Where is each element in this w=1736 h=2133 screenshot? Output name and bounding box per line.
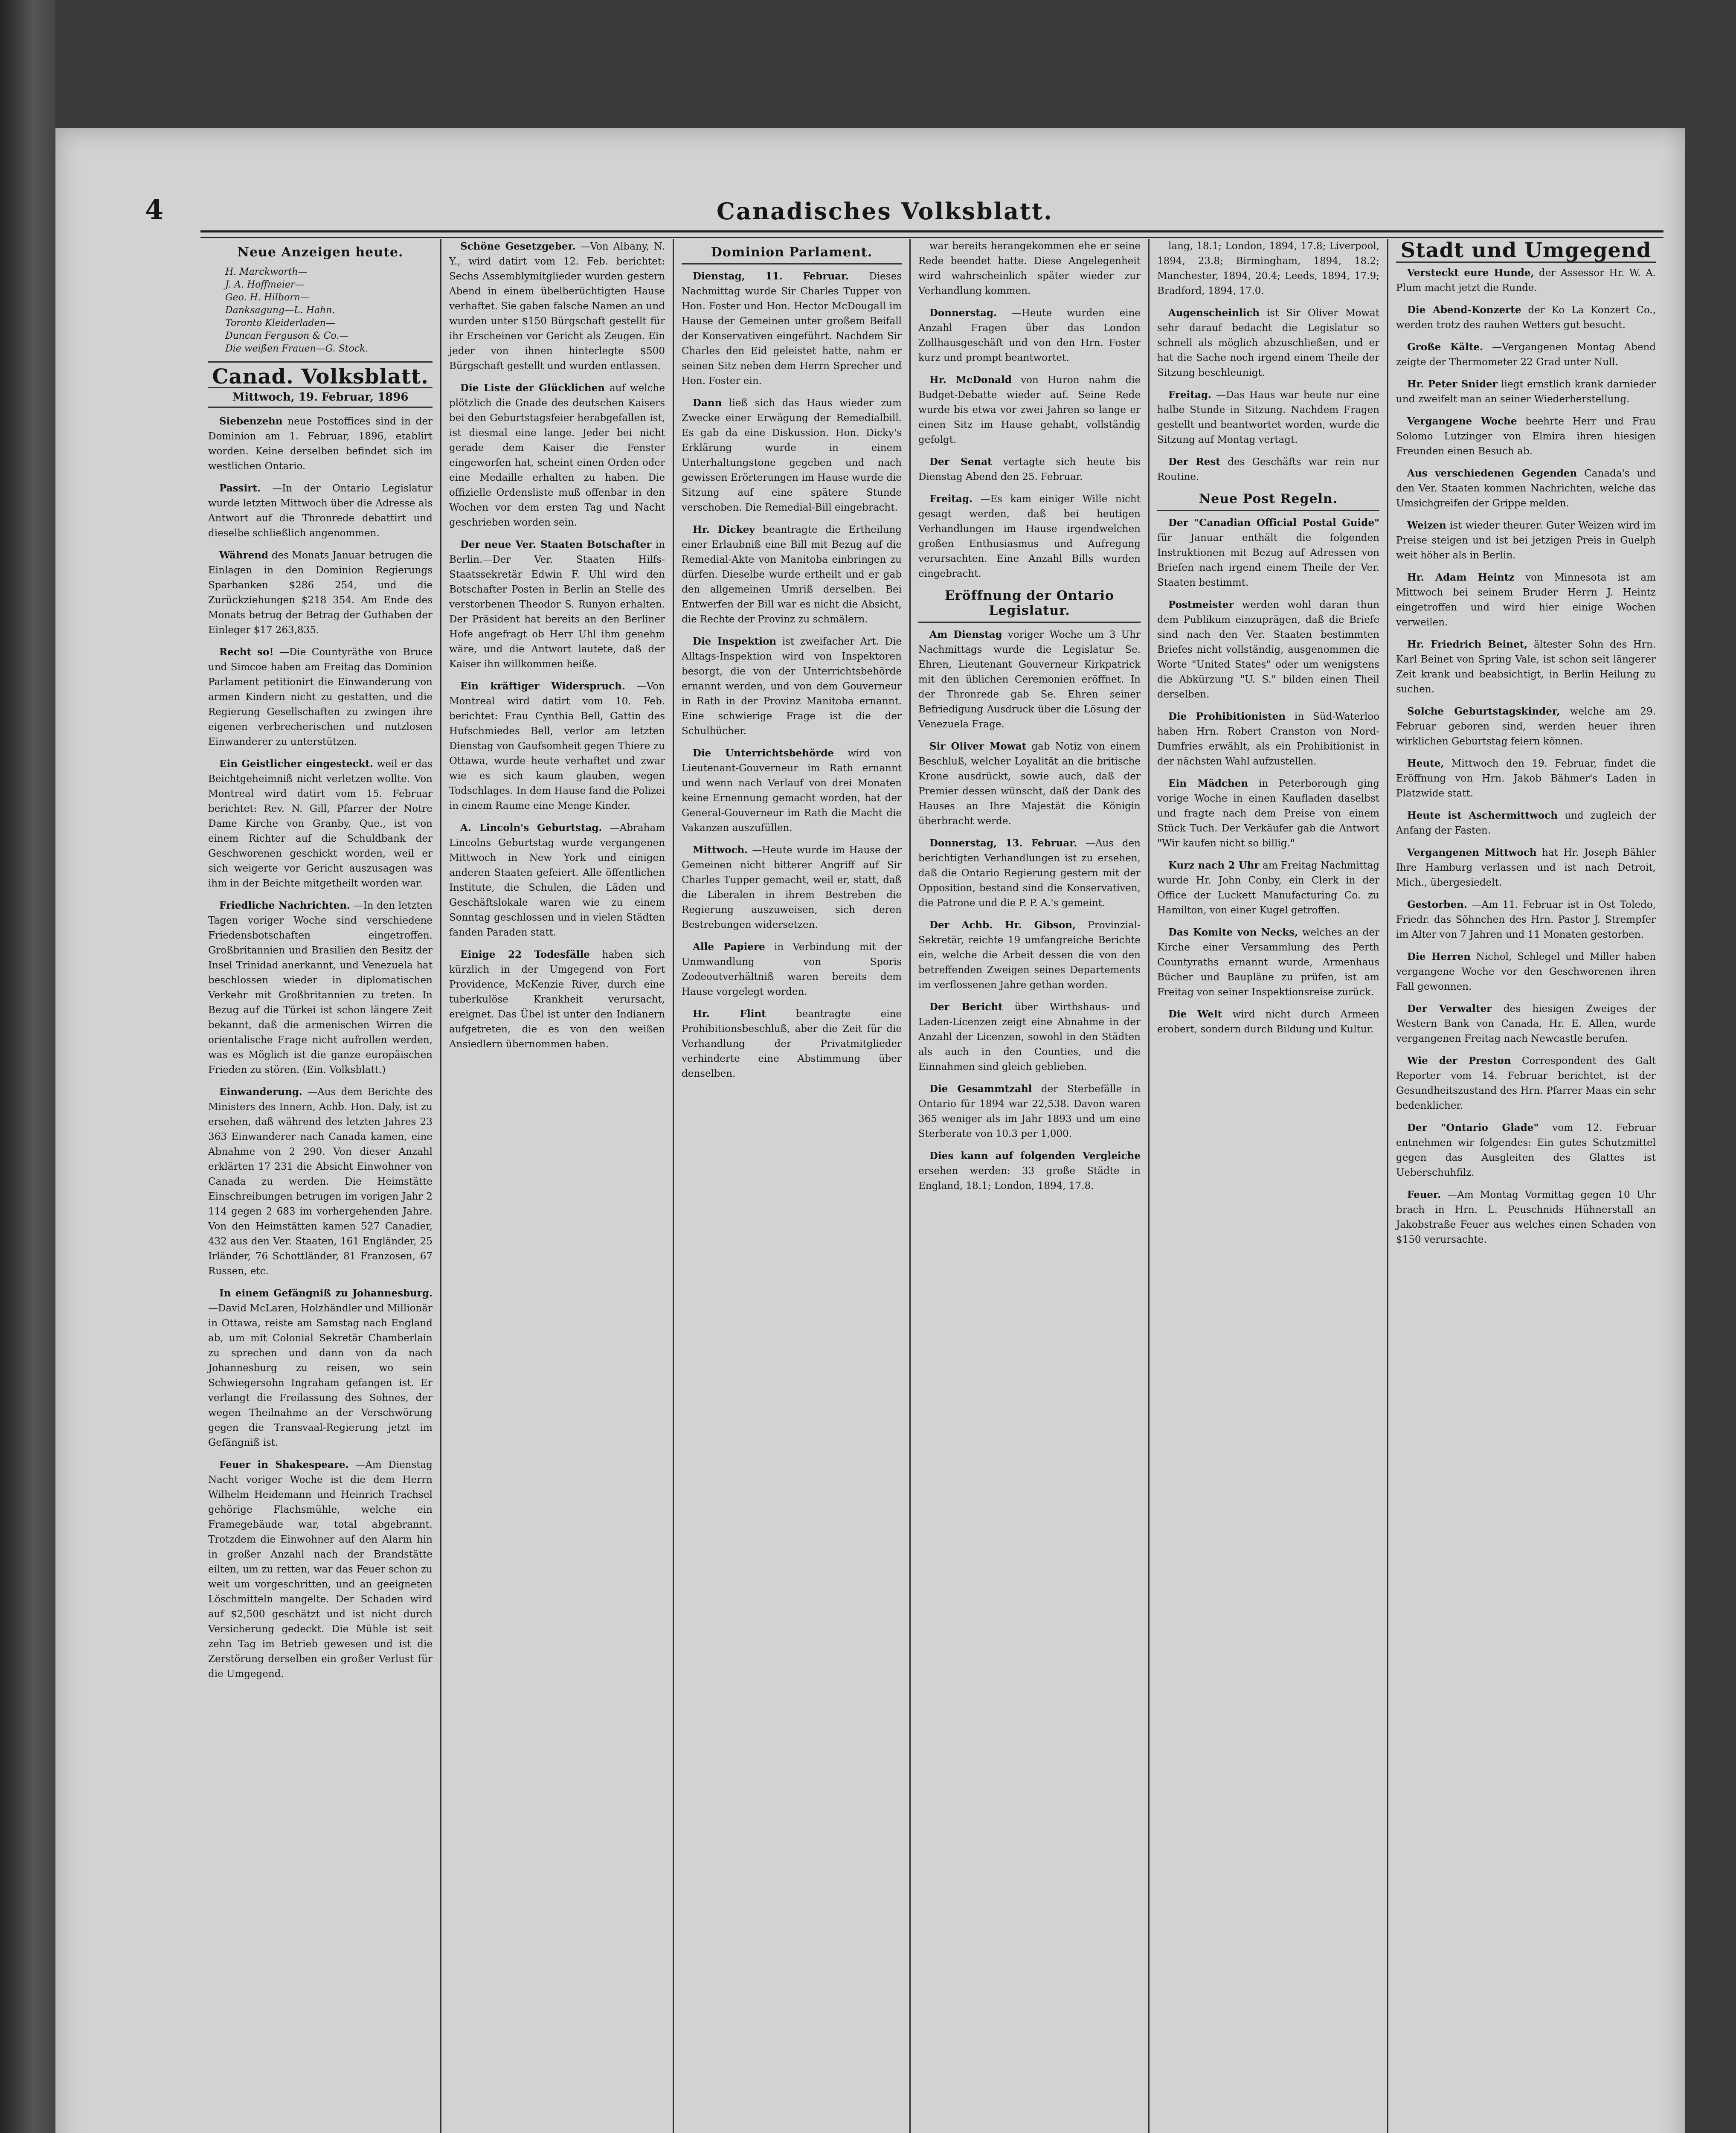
article-text: des hiesigen Zweiges der Western Bank von Canada, Hr. E. Allen, wurde vergangenen Freitag nach Newcastle berufen. bbox=[1396, 1003, 1656, 1044]
article-paragraph bbox=[1396, 265, 1656, 296]
article-text: —Am Dienstag Nacht voriger Woche ist die dem Herrn Wilhelm Heidemann und Heinrich Trachsel gehörige Flachsmühle, welche ein Framegebäude war, total abgebrannt. Trotzdem die Einwohner auf den Alarm hin in großer Anzahl nach der Brandstätte eilten, um zu retten, war das Feuer schon zu weit um vorgeschritten, und an geeigneten Löschmitteln mangelte. Der Schaden wird auf $2,500 geschätzt und ist nicht durch Versicherung gedeckt. Die Mühle ist seit zehn Tag im Betrieb gewesen und ist die Zerstörung derselben ein großer Verlust für die Umgegend. bbox=[208, 1459, 433, 1680]
columns bbox=[200, 239, 1663, 2133]
article-paragraph bbox=[1157, 597, 1379, 702]
article-lead: Einige 22 Todesfälle bbox=[460, 949, 590, 960]
article-paragraph bbox=[208, 481, 433, 541]
article-text: —Abraham Lincolns Geburtstag wurde vergangenen Mittwoch in New York und einigen anderen Staaten gefeiert. Alle öffentlichen Institute, die Schulen, die Läden und Geschäftslokale waren wie zu einem Sonntag geschlossen und in vielen Städten fanden Paraden statt. bbox=[449, 822, 665, 938]
article-text: in Berlin.—Der Ver. Staaten Hilfs-Staatssekretär Edwin F. Uhl wird den Botschafter Posten in Berlin an Stelle des verstorbenen Theodor S. Runyon erhalten. Der Präsident hat bereits an den Berliner Hofe angefragt ob Herr Uhl ihm genehm wäre, und die Antwort lautete, daß der Kaiser ihn willkommen heiße. bbox=[449, 539, 665, 670]
article-lead: Heute ist Aschermittwoch bbox=[1407, 810, 1558, 821]
article-text: Provinzial-Sekretär, reichte 19 umfangreiche Berichte ein, welche die Arbeit dessen die von den betreffenden Zweigen seines Departements im verflossenen Jahre gethan worden. bbox=[918, 920, 1141, 991]
article-paragraph bbox=[208, 414, 433, 474]
article-text: wird von Lieutenant-Gouverneur im Rath ernannt und wenn nach Verlauf von drei Monaten keine Ernennung gemacht worden, hat der General-Gouverneur im Rath die Macht die Vakanzen auszufüllen. bbox=[682, 748, 902, 834]
article-text: vertagte sich heute bis Dienstag Abend den 25. Februar. bbox=[918, 456, 1141, 482]
article-text: des Geschäfts war rein nur Routine. bbox=[1157, 456, 1379, 482]
article-text: von Huron nahm die Budget-Debatte wieder auf. Seine Rede wurde bis etwa vor zwei Jahren so lange er einen Sitz im Hause gehabt, vollständig gefolgt. bbox=[918, 375, 1141, 445]
article-lead: Siebenzehn bbox=[219, 416, 283, 427]
article-paragraph bbox=[918, 1081, 1141, 1142]
article-lead: Die Welt bbox=[1168, 1008, 1222, 1020]
article-paragraph bbox=[1396, 897, 1656, 942]
article-text: Nichol, Schlegel und Miller haben vergangene Woche vor den Geschworenen ihren Fall gewonnen. bbox=[1396, 951, 1656, 992]
article-text: werden wohl daran thun dem Publikum einzuprägen, daß die Briefe sind nach den Ver. Staaten bestimmten Briefes nicht vollständig, ausgenommen die Worte "United States" oder um wenigstens die Abkürzung "U. S." bilden einen Theil derselben. bbox=[1157, 599, 1380, 700]
article-paragraph bbox=[449, 679, 665, 814]
column-3 bbox=[674, 239, 911, 2133]
article-text: —Das Haus war heute nur eine halbe Stunde in Sitzung. Nachdem Fragen gestellt und beantwortet worden, wurde die Sitzung auf Montag vertagt. bbox=[1157, 389, 1379, 445]
article-lead: Die Liste der Glücklichen bbox=[460, 382, 605, 394]
article-lead: Der "Ontario Glade" bbox=[1407, 1122, 1539, 1133]
article-lead: Hr. Flint bbox=[693, 1008, 766, 1020]
article-paragraph bbox=[208, 756, 433, 891]
article-lead: Donnerstag, 13. Februar. bbox=[929, 837, 1077, 849]
article-text: in Verbindung mit der Unmwandlung von Sporis Zodeoutverhältniß waren bereits dem Hause vorgelegt worden. bbox=[682, 942, 902, 997]
article-text: weil er das Beichtgeheimniß nicht verletzen wollte. Von Montreal wird datirt vom 15. Februar berichtet: Rev. N. Gill, Pfarrer der Notre Dame Kirche von Granby, Que., ist von einem Richter auf die Schuldbank der Geschworenen geschickt worden, weil er sich weigerte vor Gericht auszusagen was ihm in der Beichte mitgetheilt worden war. bbox=[208, 758, 433, 889]
column-2 bbox=[441, 239, 674, 2133]
ad-line: H. Marckworth— bbox=[225, 267, 308, 277]
article-paragraph bbox=[918, 836, 1141, 911]
article-text: —Es kam einiger Wille nicht gesagt werden, daß bei heutigen Verhandlungen im Hause irgendwelchen großen Enthusiasmus und Aufregung verursachten. Eine Anzahl Bills wurden eingebracht. bbox=[918, 494, 1141, 579]
article-paragraph bbox=[1157, 1007, 1379, 1037]
ad-line: Toronto Kleiderladen— bbox=[225, 318, 335, 328]
article-lead: Recht so! bbox=[219, 646, 274, 658]
column-4 bbox=[911, 239, 1150, 2133]
article-lead: Die Inspektion bbox=[693, 636, 777, 647]
article-text: ist Sir Oliver Mowat sehr darauf bedacht die Legislatur so schnell als möglich abzuschließen, und er hat die Sache noch irgend einem Theile der Sitzung beschleunigt. bbox=[1157, 308, 1379, 378]
column-3-heading: Dominion Parlament. bbox=[682, 245, 902, 264]
article-text: ersehen werden: 33 große Städte in England, 18.1; London, 1894, 17.8. bbox=[918, 1165, 1141, 1191]
article-paragraph bbox=[1396, 414, 1656, 459]
article-paragraph bbox=[918, 918, 1141, 993]
article-lead: Die Abend-Konzerte bbox=[1407, 304, 1521, 316]
article-lead: Ein Mädchen bbox=[1168, 778, 1248, 789]
page-number: 4 bbox=[145, 194, 164, 225]
column-4-articles bbox=[918, 239, 1141, 1194]
ad-line: Danksagung—L. Hahn. bbox=[225, 305, 335, 316]
article-paragraph bbox=[1157, 776, 1379, 851]
article-lead: Aus verschiedenen Gegenden bbox=[1407, 468, 1577, 479]
article-lead: Vergangenen Mittwoch bbox=[1407, 847, 1537, 858]
article-text: gab Notiz von einem Beschluß, welcher Loyalität an die britische Krone ausdrückt, sowie auch, daß der Premier dessen wünscht, daß der Dank des Hauses an Ihre Majestät die Königin überbracht werde. bbox=[918, 741, 1141, 827]
article-text: beehrte Herr und Frau Solomo Lutzinger von Elmira ihren hiesigen Freunden einen Besuch ab. bbox=[1396, 416, 1656, 457]
ad-line: J. A. Hoffmeier— bbox=[225, 279, 305, 290]
article-paragraph bbox=[208, 548, 433, 638]
article-paragraph bbox=[449, 239, 665, 374]
article-lead: Versteckt eure Hunde, bbox=[1407, 267, 1534, 279]
article-paragraph bbox=[1157, 858, 1379, 918]
article-paragraph bbox=[682, 522, 902, 627]
article-paragraph bbox=[918, 1000, 1141, 1075]
article-text: am Freitag Nachmittag wurde Hr. John Conby, ein Clerk in der Office der Luckett Manufacturing Co. zu Hamilton, von einer Kugel getroffen. bbox=[1157, 860, 1379, 916]
article-text: auf welche plötzlich die Gnade des deutschen Kaisers bei den Geburtstagsfeier herabgefallen ist, ist diesmal eine lange. Jeder bei nicht gerade dem Kaiser die Fenster eingeworfen hat, scheint einen Orden oder eine Medaille erhalten zu haben. Die offizielle Ordensliste muß offenbar in den Wochen vor dem ersten Tag und Nacht geschrieben worden sein. bbox=[449, 383, 665, 528]
article-lead: Hr. Friedrich Beinet, bbox=[1407, 639, 1528, 650]
article-text: liegt ernstlich krank darnieder und zweifelt man an seiner Wiederherstellung. bbox=[1396, 379, 1656, 405]
article-lead: In einem Gefängniß zu Johannesburg. bbox=[219, 1287, 433, 1299]
article-paragraph bbox=[1396, 302, 1656, 333]
article-paragraph bbox=[1396, 756, 1656, 801]
article-lead: Freitag. bbox=[1168, 389, 1212, 401]
ads-heading: Neue Anzeigen heute. bbox=[237, 245, 404, 260]
article-paragraph bbox=[918, 627, 1141, 732]
article-text: der Assessor Hr. W. A. Plum macht jetzt die Runde. bbox=[1396, 267, 1656, 294]
article-lead: Das Komite von Necks, bbox=[1168, 927, 1298, 938]
article-paragraph bbox=[682, 634, 902, 739]
masthead: Canadisches Volksblatt. bbox=[717, 198, 1053, 225]
article-lead: Heute, bbox=[1407, 758, 1444, 769]
article-paragraph bbox=[1157, 305, 1379, 381]
ads-list bbox=[208, 264, 433, 363]
article-lead: Alle Papiere bbox=[693, 941, 765, 953]
article-text: —In der Ontario Legislatur wurde letzten Mittwoch über die Adresse als Antwort auf die Thronrede debattirt und dieselbe schließlich angenommen. bbox=[208, 483, 433, 539]
article-paragraph bbox=[1157, 925, 1379, 1000]
article-text: Dieses Nachmittag wurde Sir Charles Tupper von Hon. Foster und Hon. Hector McDougall im Hause der Gemeinen unter großem Beifall der Konservativen eingeführt. Nachdem Sir Charles den Eid geleistet hatte, nahm er seinen Sitz neben dem Herrn Sprecher und Hon. Foster ein. bbox=[682, 271, 902, 386]
article-paragraph bbox=[1396, 845, 1656, 890]
article-lead: Die Unterrichtsbehörde bbox=[693, 747, 834, 759]
article-lead: Ein Geistlicher eingesteckt. bbox=[219, 758, 373, 770]
article-text: welches an der Kirche einer Versammlung des Perth Countyraths ernannt wurde, Armenhaus Bücher und Baupläne zu prüfen, ist am Freitag von seiner Inspektionsreise zurück. bbox=[1157, 927, 1380, 998]
article-paragraph bbox=[1396, 808, 1656, 838]
article-paragraph bbox=[1396, 377, 1656, 407]
article-text: —Am 11. Februar ist in Ost Toledo, Friedr. das Söhnchen des Hrn. Pastor J. Strempfer im Alter von 7 Jahren und 11 Monaten gestorben. bbox=[1396, 899, 1656, 940]
article-text: für Januar enthält die folgenden Instruktionen mit Bezug auf Adressen von Briefen nach irgend einem Theile der Ver. Staaten bestimmt. bbox=[1157, 532, 1379, 588]
article-paragraph bbox=[208, 645, 433, 750]
column-5 bbox=[1150, 239, 1388, 2133]
article-lead: Einwanderung. bbox=[219, 1086, 302, 1098]
article-text: von Minnesota ist am Mittwoch bei seinem Bruder Herrn J. Heintz eingetroffen und wird hier einige Wochen verweilen. bbox=[1396, 572, 1656, 628]
article-lead: Postmeister bbox=[1168, 599, 1234, 610]
article-text: ist zweifacher Art. Die Alltags-Inspektion wird von Inspektoren besorgt, die von der Unterrichtsbehörde ernannt werden, und von dem Gouverneur in Rath in der Provinz Manitoba ernannt. Eine schwierige Frage ist die der Schulbücher. bbox=[682, 636, 902, 737]
article-text: der Sterbefälle in Ontario für 1894 war 22,538. Davon waren 365 weniger als im Jahr 1893 und um eine Sterberate von 10.3 per 1,000. bbox=[918, 1084, 1141, 1139]
article-lead: Der Rest bbox=[1168, 456, 1220, 468]
article-paragraph bbox=[1396, 637, 1656, 697]
article-text: ist wieder theurer. Guter Weizen wird im Preise steigen und ist bei jetzigen Preis in Guelph weit höher als in Berlin. bbox=[1396, 520, 1656, 561]
article-paragraph bbox=[1396, 518, 1656, 563]
article-text: —Die Countyräthe von Bruce und Simcoe haben am Freitag das Dominion Parlament petitionirt die Einwanderung von armen Kindern nicht zu gestatten, und die Regierung Gesellschaften zu zwingen ihre eigenen verbrecherischen und nutzlosen Einwanderer zu unterstützen. bbox=[208, 647, 433, 747]
header-rule bbox=[200, 230, 1663, 238]
column-2-articles bbox=[449, 239, 665, 1052]
article-lead: Der "Canadian Official Postal Guide" bbox=[1168, 517, 1379, 529]
article-text: in Peterborough ging vorige Woche in einen Kaufladen daselbst und fragte nach dem Preise von einem Stück Tuch. Der Verkäufer gab die Antwort "Wir kaufen nicht so billig." bbox=[1157, 778, 1379, 849]
article-paragraph bbox=[1396, 704, 1656, 749]
article-lead: Ein kräftiger Widerspruch. bbox=[460, 680, 625, 692]
article-lead: Große Kälte. bbox=[1407, 341, 1483, 353]
article-text: hat Hr. Joseph Bähler Ihre Hamburg verlassen und ist nach Detroit, Mich., übergesiedelt. bbox=[1396, 847, 1656, 888]
article-text: in Süd-Waterloo haben Hrn. Robert Cranston von Nord-Dumfries erwählt, als ein Prohibitionist in der nächsten Wahl aufzustellen. bbox=[1157, 711, 1379, 767]
section-heading: Eröffnung der Ontario Legislatur. bbox=[918, 588, 1141, 623]
article-lead: Augenscheinlich bbox=[1168, 307, 1260, 319]
article-text: —Von Albany, N. Y., wird datirt vom 12. Feb. berichtet: Sechs Assemblymitglieder wurden gestern Abend in einem übelberüchtigten Hause verhaftet. Sie gaben falsche Namen an und wurden unter $150 Bürgschaft gestellt für ihr Erscheinen vor Gericht als Zeugen. Ein jeder von ihnen hinterlegte $500 Bürgschaft gestellt und wurden entlassen. bbox=[449, 241, 665, 372]
page-header bbox=[145, 194, 1646, 232]
article-paragraph bbox=[682, 746, 902, 836]
ad-line: Duncan Ferguson & Co.— bbox=[225, 331, 349, 341]
article-text: welche am 29. Februar geboren sind, werden heuer ihren wirklichen Geburtstag feiern können. bbox=[1396, 706, 1656, 747]
article-lead: Der Achb. Hr. Gibson, bbox=[929, 919, 1076, 931]
article-text: Canada's und den Ver. Staaten kommen Nachrichten, welche das Umsichgreifen der Grippe melden. bbox=[1396, 468, 1656, 509]
article-lead: Feuer in Shakespeare. bbox=[219, 1459, 349, 1470]
article-paragraph bbox=[1157, 515, 1379, 590]
article-lead: Freitag. bbox=[929, 493, 973, 505]
article-text: Correspondent des Galt Reporter vom 14. Februar berichtet, ist der Gesundheitszustand des Hrn. Pfarrer Maas ein sehr bedenklicher. bbox=[1396, 1055, 1656, 1111]
article-lead: Passirt. bbox=[219, 482, 261, 494]
article-lead: Donnerstag. bbox=[929, 307, 997, 319]
column-3-articles bbox=[682, 269, 902, 1081]
article-lead: Der Verwalter bbox=[1407, 1003, 1492, 1014]
article-paragraph bbox=[918, 239, 1141, 299]
article-text: über Wirthshaus- und Laden-Licenzen zeigt eine Abnahme in der Anzahl der Licenzen, sowohl in den Städten als auch in den Counties, und die Einnahmen sind gleich geblieben. bbox=[918, 1002, 1141, 1072]
column-6 bbox=[1388, 239, 1663, 2133]
article-lead: Am Dienstag bbox=[929, 629, 1002, 640]
article-text: —Aus den berichtigten Verhandlungen ist zu ersehen, daß die Ontario Regierung gestern mit der Opposition, bestand sind die Konservativen, die Patrone und die P. P. A.'s gemeint. bbox=[918, 838, 1141, 909]
article-lead: Hr. McDonald bbox=[929, 374, 1012, 386]
article-text: ältester Sohn des Hrn. Karl Beinet von Spring Vale, ist schon seit längerer Zeit krank und beabsichtigt, in Berlin Heilung zu suchen. bbox=[1396, 639, 1656, 695]
article-text: beantragte eine Prohibitionsbeschluß, aber die Zeit für die Verhandlung der Privatmitglieder verhinderte eine Abstimmung über denselben. bbox=[682, 1008, 902, 1079]
article-paragraph bbox=[1157, 387, 1379, 448]
article-paragraph bbox=[1157, 454, 1379, 485]
article-text: wird nicht durch Armeen erobert, sondern durch Bildung und Kultur. bbox=[1157, 1009, 1379, 1035]
article-lead: Sir Oliver Mowat bbox=[929, 741, 1027, 752]
article-paragraph bbox=[449, 947, 665, 1052]
ad-line: Die weißen Frauen—G. Stock. bbox=[225, 343, 369, 354]
article-paragraph bbox=[682, 939, 902, 1000]
article-paragraph bbox=[918, 739, 1141, 829]
article-text: haben sich kürzlich in der Umgegend von Fort Providence, McKenzie River, durch eine tuberkulöse Krankheit verursacht, ereignet. Das Übel ist unter den Indianern aufgetreten, die es von den weißen Ansiedlern übernommen haben. bbox=[449, 949, 665, 1050]
article-lead: Die Herren bbox=[1407, 951, 1471, 962]
article-lead: Während bbox=[219, 549, 269, 561]
article-lead: Hr. Peter Snider bbox=[1407, 378, 1498, 390]
article-lead: Hr. Adam Heintz bbox=[1407, 572, 1515, 583]
article-text: —Von Montreal wird datirt vom 10. Feb. berichtet: Frau Cynthia Bell, Gattin des Hufschmiedes Bell, verlor am letzten Dienstag von Gaufsomheit gegen Thiere zu Ottawa, wurde heute verhaftet und zwar wie es sich kaum glauben, wegen Todschlages. In dem Hause fand die Polizei in einem Raume eine Menge Kinder. bbox=[449, 681, 665, 811]
scanner-edge bbox=[0, 0, 55, 2133]
article-paragraph bbox=[208, 1457, 433, 1682]
article-text: —In den letzten Tagen voriger Woche sind verschiedene Friedensbotschaften eingetroffen. Großbritannien und Brasilien den Besitz der Insel Trinidad anerkannt, und Venezuela hat beschlossen wieder in diplomatischen Verkehr mit Großbritannien zu treten. In Bezug auf die Türkei ist schon längere Zeit bekannt, daß die armenischen Wirren die orientalische Frage nicht aufrollen werden, was es Möglich ist die ganze europäischen Frieden zu stören. (Ein. Volksblatt.) bbox=[208, 900, 433, 1075]
article-lead: Feuer. bbox=[1407, 1189, 1441, 1200]
article-paragraph bbox=[918, 454, 1141, 485]
article-text: lang, 18.1; London, 1894, 17.8; Liverpool, 1894, 23.8; Birmingham, 1894, 18.2; Manchester, 1894, 20.4; Leeds, 1894, 17.9; Bradford, 1894, 17.0. bbox=[1157, 241, 1379, 296]
article-paragraph bbox=[449, 381, 665, 530]
article-lead: Dann bbox=[693, 397, 722, 409]
article-paragraph bbox=[208, 1084, 433, 1279]
article-text: —Vergangenen Montag Abend zeigte der Thermometer 22 Grad unter Null. bbox=[1396, 342, 1656, 368]
article-text: —Aus dem Berichte des Ministers des Innern, Achb. Hon. Daly, ist zu ersehen, daß während des letzten Jahres 23 363 Einwanderer nach Canada kamen, eine Abnahme von 2 290. Von dieser Anzahl erklärten 17 231 die Absicht Einwohner von Canada zu werden. Die Heimstätte Einschreibungen betrugen im vorigen Jahr 2 114 gegen 2 683 im vorhergehenden Jahre. Von den Heimstätten kamen 527 Canadier, 432 aus den Ver. Staaten, 161 Engländer, 25 Irländer, 76 Schottländer, 81 Franzosen, 67 Russen, etc. bbox=[208, 1087, 433, 1277]
article-text: —David McLaren, Holzhändler und Millionär in Ottawa, reiste am Samstag nach England ab, um mit Colonial Sekretär Chamberlain zu sprechen und dann von da nach Johannesburg zu reisen, wo sein Schwiegersohn Ingraham gefangen ist. Er verlangt die Freilassung des Sohnes, der wegen Theilnahme an der Verschwörung gegen die Transvaal-Regierung jetzt im Gefängniß ist. bbox=[208, 1303, 433, 1448]
article-paragraph bbox=[1396, 949, 1656, 994]
article-paragraph bbox=[1396, 1001, 1656, 1046]
article-paragraph bbox=[682, 843, 902, 933]
article-lead: Gestorben. bbox=[1407, 899, 1467, 910]
article-lead: Mittwoch. bbox=[693, 844, 748, 856]
article-lead: Vergangene Woche bbox=[1407, 416, 1517, 427]
article-lead: Der Senat bbox=[929, 456, 992, 468]
article-text: des Monats Januar betrugen die Einlagen in den Dominion Regierungs Sparbanken $286 254, und die Zurückziehungen $218 354. Am Ende des Monats betrug der Betrag der Guthaben der Einleger $17 263,835. bbox=[208, 550, 433, 636]
article-paragraph bbox=[1396, 1187, 1656, 1247]
article-paragraph bbox=[1396, 1120, 1656, 1180]
article-paragraph bbox=[682, 269, 902, 389]
article-paragraph bbox=[1157, 239, 1379, 299]
column-1 bbox=[200, 239, 441, 2133]
article-text: beantragte die Ertheilung einer Erlaubniß eine Bill mit Bezug auf die Remedial-Akte von Manitoba einbringen zu dürfen. Dieselbe wurde ertheilt und er gab den allgemeinen Umriß derselben. Bei Entwerfen der Bill war es nicht die Absicht, die Rechte der Provinz zu schmälern. bbox=[682, 524, 902, 625]
article-text: war bereits herangekommen ehe er seine Rede beendet hatte. Diese Angelegenheit wird wahrscheinlich später wieder zur Verhandlung kommen. bbox=[918, 241, 1141, 296]
article-paragraph bbox=[1396, 1053, 1656, 1113]
article-text: der Ko La Konzert Co., werden trotz des rauhen Wetters gut besucht. bbox=[1396, 305, 1656, 331]
paper-title: Canad. Volksblatt. bbox=[212, 365, 429, 389]
article-lead: Dienstag, 11. Februar. bbox=[693, 270, 849, 282]
article-lead: Der neue Ver. Staaten Botschafter bbox=[460, 539, 652, 550]
article-paragraph bbox=[449, 820, 665, 940]
article-text: und zugleich der Anfang der Fasten. bbox=[1396, 810, 1656, 836]
article-lead: A. Lincoln's Geburtstag. bbox=[460, 822, 602, 834]
article-paragraph bbox=[449, 537, 665, 672]
column-6-heading: Stadt und Umgegend bbox=[1396, 243, 1656, 263]
article-lead: Solche Geburtstagskinder, bbox=[1407, 706, 1560, 717]
issue-date: Mittwoch, 19. Februar, 1896 bbox=[208, 387, 433, 408]
article-lead: Der Bericht bbox=[929, 1001, 1003, 1013]
article-paragraph bbox=[1396, 340, 1656, 370]
article-text: voriger Woche um 3 Uhr Nachmittags wurde die Legislatur Se. Ehren, Lieutenant Gouverneur Kirkpatrick mit den üblichen Ceremonien eröffnet. In der Thronrede gab Se. Ehren seiner Befriedigung Ausdruck über die Lösung der Venezuela Frage. bbox=[918, 629, 1141, 730]
article-lead: Friedliche Nachrichten. bbox=[219, 900, 350, 911]
article-lead: Wie der Preston bbox=[1407, 1055, 1511, 1066]
article-text: neue Postoffices sind in der Dominion am 1. Februar, 1896, etablirt worden. Keine derselben befindet sich im westlichen Ontario. bbox=[208, 416, 433, 472]
article-text: —Am Montag Vormittag gegen 10 Uhr brach in Hrn. L. Peuschnids Hühnerstall an Jakobstraße Feuer aus welches einen Schaden von $150 verursachte. bbox=[1396, 1189, 1656, 1245]
article-paragraph bbox=[208, 898, 433, 1078]
article-text: —Heute wurde im Hause der Gemeinen nicht bitterer Angriff auf Sir Charles Tupper gemacht, weil er, statt, daß die Liberalen in ihrem Bestreben die Regierung auszuweisen, sich deren Bestrebungen widersetzen. bbox=[682, 845, 902, 930]
article-paragraph bbox=[208, 1286, 433, 1450]
article-text: ließ sich das Haus wieder zum Zwecke einer Erwägung der Remedialbill. Es gab da eine Diskussion. Hon. Dicky's Erklärung wurde in einem Unterhaltungstone gegeben und nach gewissen Erörterungen im Hause wurde die Sitzung auf eine spätere Stunde verschoben. Die Remedial-Bill eingebracht. bbox=[682, 398, 902, 513]
article-paragraph bbox=[682, 1006, 902, 1081]
column-6-articles bbox=[1396, 265, 1656, 1247]
article-paragraph bbox=[918, 305, 1141, 366]
article-lead: Hr. Dickey bbox=[693, 524, 755, 535]
article-paragraph bbox=[918, 1148, 1141, 1194]
article-text: —Heute wurden eine Anzahl Fragen über das London Zollhausgeschäft und von den Hrn. Foster kurz und prompt beantwortet. bbox=[918, 308, 1141, 363]
column-5-articles bbox=[1157, 239, 1379, 1037]
article-paragraph bbox=[918, 491, 1141, 581]
article-paragraph bbox=[918, 372, 1141, 448]
article-text: vom 12. Februar entnehmen wir folgendes: Ein gutes Schutzmittel gegen das Ausgleiten des Glattes ist Ueberschuhfilz. bbox=[1396, 1122, 1656, 1178]
section-heading: Neue Post Regeln. bbox=[1157, 491, 1379, 511]
article-lead: Die Prohibitionisten bbox=[1168, 711, 1286, 722]
article-lead: Schöne Gesetzgeber. bbox=[460, 241, 576, 252]
article-paragraph bbox=[682, 395, 902, 515]
ad-line: Geo. H. Hilborn— bbox=[225, 292, 310, 303]
column-1-articles bbox=[208, 414, 433, 1682]
article-paragraph bbox=[1396, 570, 1656, 630]
article-paragraph bbox=[1396, 466, 1656, 511]
article-text: Mittwoch den 19. Februar, findet die Eröffnung von Hrn. Jakob Bähmer's Laden in Platzwide statt. bbox=[1396, 758, 1656, 799]
article-paragraph bbox=[1157, 709, 1379, 769]
article-lead: Dies kann auf folgenden Vergleiche bbox=[929, 1150, 1141, 1162]
article-lead: Weizen bbox=[1407, 520, 1446, 531]
article-lead: Die Gesammtzahl bbox=[929, 1083, 1032, 1095]
article-lead: Kurz nach 2 Uhr bbox=[1168, 860, 1260, 871]
